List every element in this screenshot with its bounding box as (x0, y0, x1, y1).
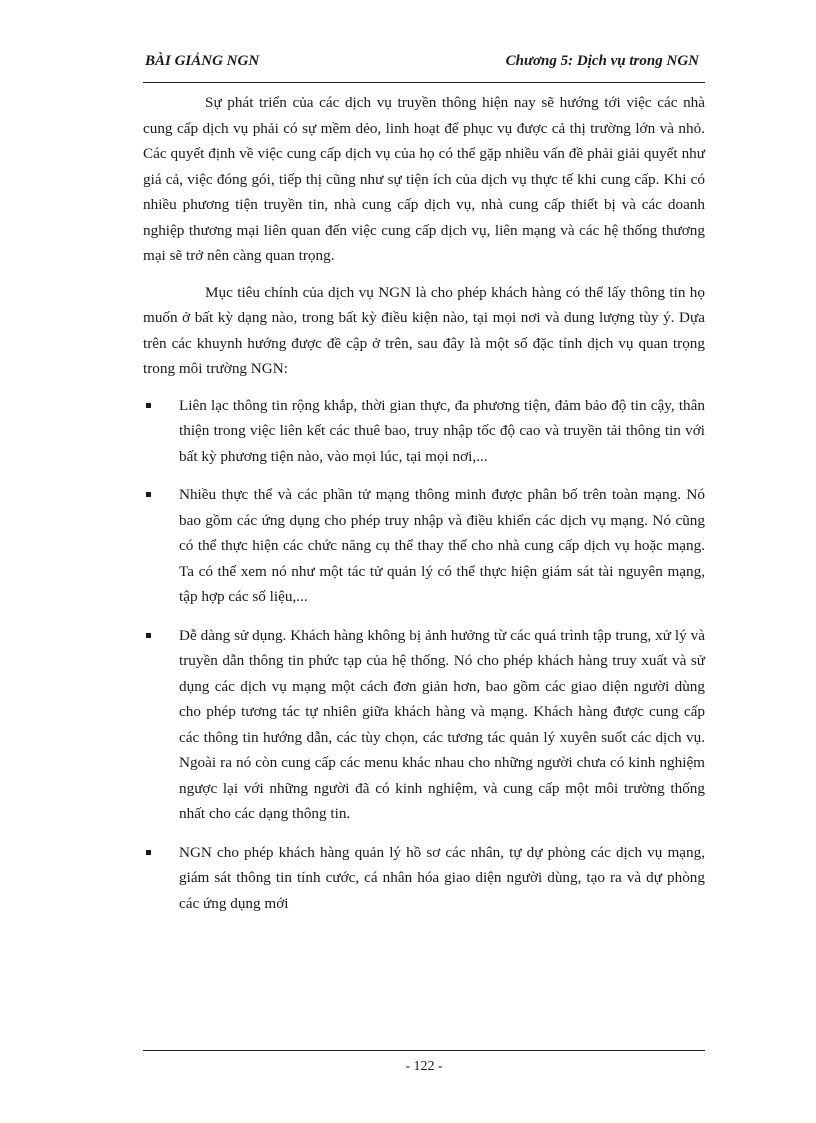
header-chapter-title: Chương 5: Dịch vụ trong NGN (505, 53, 699, 69)
paragraph-objective: Mục tiêu chính của dịch vụ NGN là cho phép khách hàng có thể lấy thông tin họ muốn ở bất kỳ dạng nào, trong bất kỳ điều kiện nào, tại mọi nơi và dung lượng tùy ý. Dựa trên các khuynh hướng được đề cập ở trên, sau đây là một số đặc tính dịch vụ quan trọng trong môi trường NGN: (143, 283, 705, 377)
paragraph-intro: Sự phát triển của các dịch vụ truyền thông hiện nay sẽ hướng tới việc các nhà cung cấp dịch vụ phải có sự mềm dẻo, linh hoạt để phục vụ được cả thị trường lớn và nhỏ. Các quyết định về việc cung cấp dịch vụ của họ có thể gặp nhiều vấn đề phải giải quyết như giá cả, việc đóng gói, tiếp thị cũng như sự tiện ích của dịch vụ thực tế khi cung cấp. Khi có nhiều phương tiện truyền tin, nhà cung cấp dịch vụ, nhà cung cấp thiết bị và các doanh nghiệp thương mại liên quan đến việc cung cấp dịch vụ, liên mạng và các hệ thống thương mại sẽ trở nên càng quan trọng. (143, 94, 705, 264)
list-item: NGN cho phép khách hàng quản lý hồ sơ các nhân, tự dự phòng các dịch vụ mạng, giám sát thông tin tính cước, cá nhân hóa giao diện người dùng, tạo ra và dự phòng các ứng dụng mới (143, 840, 705, 917)
page-number: - 122 - (405, 1059, 443, 1074)
header-course-title: BÀI GIẢNG NGN (145, 53, 260, 69)
feature-list (143, 393, 705, 917)
list-item: Liên lạc thông tin rộng khắp, thời gian thực, đa phương tiện, đảm bảo độ tin cậy, thân thiện trong việc liên kết các thuê bao, truy nhập tốc độ cao và truyền tải thông tin với bất kỳ phương tiện nào, vào mọi lúc, tại mọi nơi,... (143, 393, 705, 470)
page-body (143, 90, 705, 929)
page-footer (143, 1050, 705, 1075)
page-header (143, 52, 705, 83)
list-item: Dễ dàng sử dụng. Khách hàng không bị ảnh hưởng từ các quá trình tập trung, xử lý và truyền dẫn thông tin phức tạp của hệ thống. Nó cho phép khách hàng truy xuất và sử dụng các dịch vụ mạng một cách đơn giản hơn, bao gồm các giao diện người dùng cho phép tương tác tự nhiên giữa khách hàng và mạng. Khách hàng được cung cấp các thông tin hướng dẫn, các tùy chọn, các tương tác quản lý xuyên suốt các dịch vụ. Ngoài ra nó còn cung cấp các menu khác nhau cho những người chưa có kinh nghiệm ngược lại với những người đã có kinh nghiệm, và cung cấp một môi trường thống nhất cho các dạng thông tin. (143, 623, 705, 827)
list-item: Nhiều thực thể và các phần tử mạng thông minh được phân bố trên toàn mạng. Nó bao gồm các ứng dụng cho phép truy nhập và điều khiển các dịch vụ mạng. Nó cũng có thể thực hiện các chức năng cụ thể thay thế cho nhà cung cấp dịch vụ hoặc mạng. Ta có thể xem nó như một tác tử quản lý có thể thực hiện giám sát tài nguyên mạng, tập hợp các số liệu,... (143, 482, 705, 610)
